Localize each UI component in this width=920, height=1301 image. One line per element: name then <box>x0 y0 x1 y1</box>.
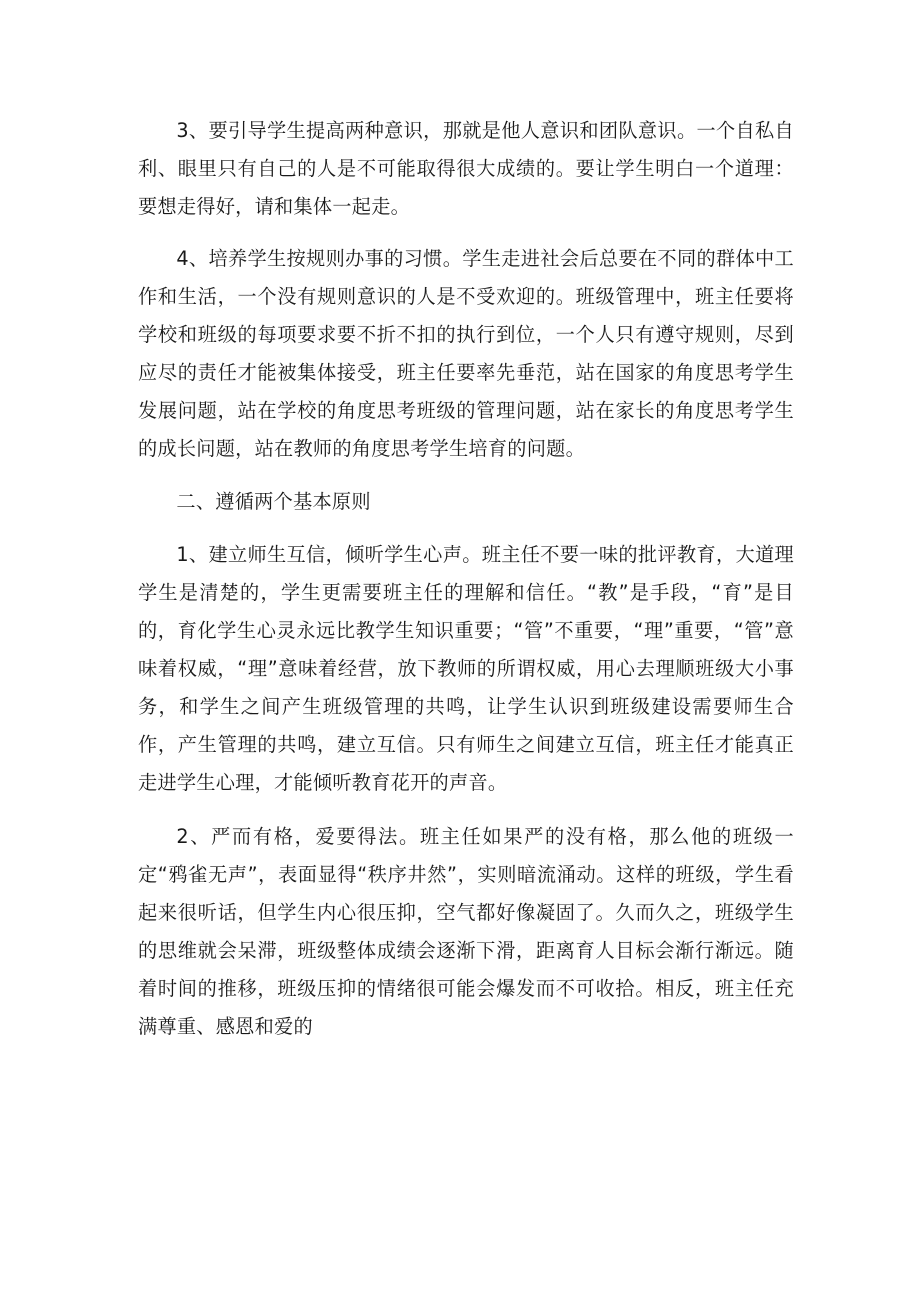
section-heading-two-principles: 二、遵循两个基本原则 <box>176 490 371 513</box>
document-body <box>138 112 794 1046</box>
paragraph-principle-2: 2、严而有格，爱要得法。班主任如果严的没有格，那么他的班级一定“鸦雀无声”，表面显得“秩序井然”，实则暗流涌动。这样的班级，学生看起来很听话，但学生内心很压抑，空气都好像凝固了。久而久之，班级学生的思维就会呆滞，班级整体成绩会逐渐下滑，距离育人目标会渐行渐远。随着时间的推移，班级压抑的情绪很可能会爆发而不可收拾。相反，班主任充满尊重、感恩和爱的 <box>138 825 794 1038</box>
paragraph-point-4: 4、培养学生按规则办事的习惯。学生走进社会后总要在不同的群体中工作和生活，一个没有规则意识的人是不受欢迎的。班级管理中，班主任要将学校和班级的每项要求要不折不扣的执行到位，一个人只有遵守规则，尽到应尽的责任才能被集体接受，班主任要率先垂范，站在国家的角度思考学生发展问题，站在学校的角度思考班级的管理问题，站在家长的角度思考学生的成长问题，站在教师的角度思考学生培育的问题。 <box>138 247 794 460</box>
paragraph-principle-1: 1、建立师生互信，倾听学生心声。班主任不要一味的批评教育，大道理学生是清楚的，学生更需要班主任的理解和信任。“教”是手段，“育”是目的，育化学生心灵永远比教学生知识重要；“管”不重要，“理”重要，“管”意味着权威，“理”意味着经营，放下教师的所谓权威，用心去理顺班级大小事务，和学生之间产生班级管理的共鸣，让学生认识到班级建设需要师生合作，产生管理的共鸣，建立互信。只有师生之间建立互信，班主任才能真正走进学生心理，才能倾听教育花开的声音。 <box>138 543 794 794</box>
paragraph-point-3: 3、要引导学生提高两种意识，那就是他人意识和团队意识。一个自私自利、眼里只有自己的人是不可能取得很大成绩的。要让学生明白一个道理：要想走得好，请和集体一起走。 <box>138 119 794 218</box>
